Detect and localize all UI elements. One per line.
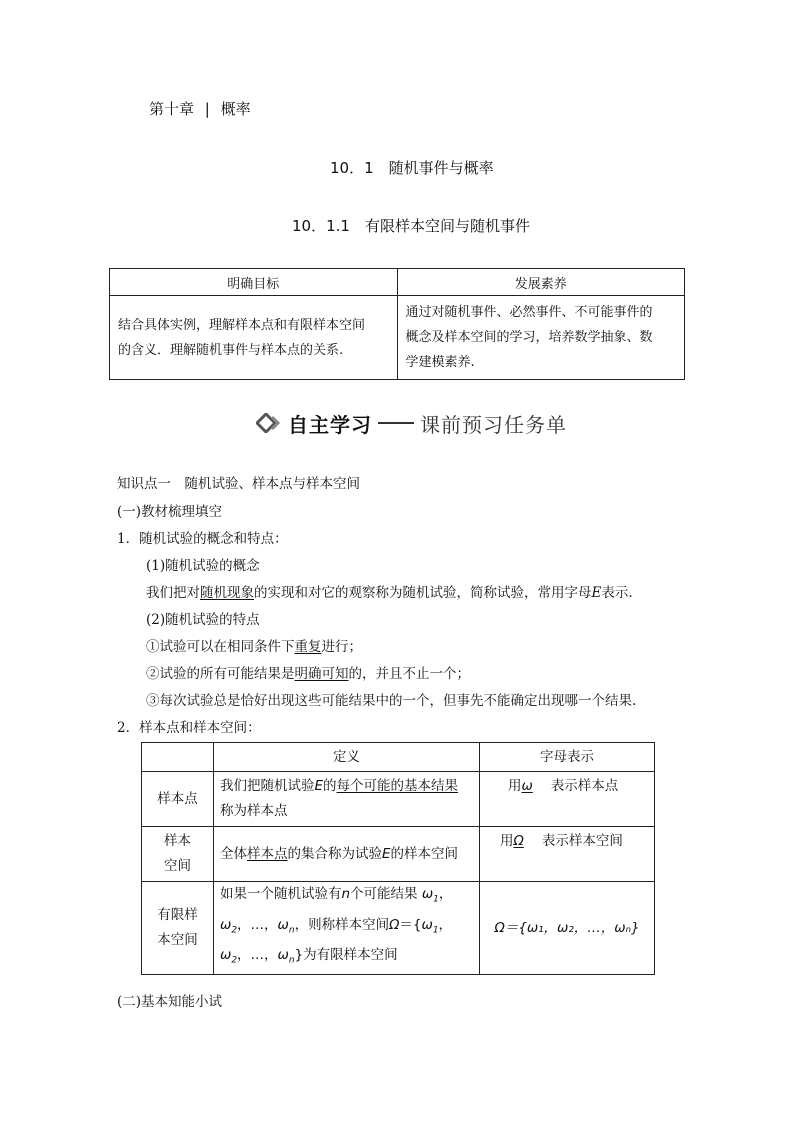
feature-two (146, 662, 470, 682)
goals-header-objectives: 明确目标 (110, 269, 398, 296)
diamond-logo-icon (256, 413, 282, 433)
concept-definition (146, 581, 633, 601)
definition-text: 的 (323, 778, 337, 794)
row-sample-space-name (142, 827, 214, 882)
blank-answer: 随机现象 (200, 585, 254, 601)
goals-header-literacy: 发展素养 (397, 269, 685, 296)
feature-three: ③每次试验总是恰好出现这些可能结果中的一个，但事先不能确定出现哪一个结果. (146, 693, 637, 709)
definition-text: 我们把对 (146, 585, 200, 601)
row-sample-space-definition (214, 827, 480, 882)
item-two-heading: 2．样本点和样本空间： (117, 720, 261, 736)
symbol-text: 用 (508, 778, 522, 794)
sample-space-table (141, 742, 655, 975)
definition-text: 如果一个随机试验有 (220, 886, 342, 902)
literacy-line: 学建模素养. (405, 355, 475, 370)
banner-dash (378, 422, 414, 424)
objectives-line: 结合具体实例，理解样本点和有限样本空间 (118, 317, 366, 333)
literacy-line: 概念及样本空间的学习，培养数学抽象、数 (405, 330, 653, 345)
feature-text: 进行； (321, 639, 362, 655)
goals-objectives-cell (110, 296, 398, 380)
section-title: 10．1 随机事件与概率 (330, 159, 494, 177)
row-sample-space-symbol (480, 827, 655, 882)
literacy-line: 通过对随机事件、必然事件、不可能事件的 (405, 305, 653, 320)
name-line: 样本 (164, 833, 191, 849)
goals-table (109, 268, 685, 380)
blank-answer: 重复 (294, 639, 322, 655)
definition-line: 如果一个随机试验有n个可能结果 $\omega_1$， (220, 886, 453, 905)
blank-answer: 明确可知 (294, 666, 349, 682)
omega-blank: Ω (513, 833, 524, 849)
name-line: 空间 (164, 858, 191, 874)
definition-text: 个可能结果 (350, 886, 418, 902)
symbol-text: 表示样本空间 (541, 833, 623, 849)
name-line: 有限样 (157, 907, 198, 924)
definition-text: 称为样本点 (220, 803, 288, 819)
definition-text: 的集合称为试验 (287, 845, 382, 862)
feature-text: ②试验的所有可能结果是 (146, 666, 295, 682)
row-sample-point-name: 样本点 (142, 772, 214, 827)
features-subheading: (2)随机试验的特点 (146, 612, 260, 628)
definition-text: }为有限样本空间 (294, 947, 398, 964)
header-separator: | (204, 100, 210, 118)
feature-text: ①试验可以在相同条件下 (146, 639, 295, 655)
variable-e: E (382, 845, 391, 862)
self-study-banner (256, 410, 567, 436)
objectives-line: 的含义．理解随机事件与样本点的关系. (118, 342, 344, 358)
definition-text: ，则称样本空间 (294, 916, 390, 933)
feature-one (146, 635, 362, 655)
header-symbol: 字母表示 (480, 743, 655, 772)
corner-cell (142, 743, 214, 772)
definition-line: $\omega_2$，…，$\omega_n$，则称样本空间$\Omega=\{\omega_1$， (220, 916, 453, 936)
item-one-heading: 1．随机试验的概念和特点： (117, 531, 288, 547)
finite-space-formula: Ω＝{ω₁，ω₂，…，ωₙ} (494, 919, 640, 936)
definition-text: 表示. (601, 585, 633, 601)
row-finite-space-symbol (480, 882, 655, 975)
header-definition: 定义 (214, 743, 480, 772)
symbol-text: 表示样本点 (550, 778, 619, 794)
variable-n: n (341, 886, 351, 902)
blank-answer: 每个可能的基本结果 (336, 778, 459, 794)
feature-text: 的，并且不止一个； (348, 666, 470, 682)
variable-e: E (591, 585, 602, 601)
definition-text: 的样本空间 (390, 845, 459, 862)
banner-subtitle: 课前预习任务单 (420, 412, 567, 437)
concept-subheading: (1)随机试验的概念 (146, 558, 260, 574)
definition-text: ＝{ (399, 916, 422, 933)
chapter-label: 第十章 (149, 100, 195, 118)
part-two-heading: (二)基本知能小试 (117, 994, 223, 1010)
name-line: 本空间 (157, 932, 198, 949)
chapter-topic: 概率 (220, 100, 251, 118)
omega-blank: ω (521, 778, 533, 794)
variable-e: E (314, 778, 324, 794)
part-one-heading: (一)教材梳理填空 (117, 504, 223, 520)
definition-line: $\omega_2$，…，$\omega_n$}为有限样本空间 (220, 947, 398, 967)
row-finite-space-name (142, 882, 214, 975)
definition-text: 我们把随机试验 (220, 778, 315, 794)
banner-title: 自主学习 (288, 412, 372, 437)
variable-omega: Ω (389, 916, 400, 933)
row-sample-point-definition (214, 772, 480, 827)
row-sample-point-symbol (480, 772, 655, 827)
chapter-header (149, 98, 251, 119)
knowledge-point-heading: 知识点一 随机试验、样本点与样本空间 (117, 476, 360, 492)
definition-text: 全体 (220, 845, 247, 862)
blank-answer: 样本点 (247, 845, 288, 862)
definition-text: 的实现和对它的观察称为随机试验，简称试验，常用字母 (254, 585, 592, 601)
symbol-text: 用 (500, 833, 514, 849)
goals-literacy-cell (397, 296, 685, 380)
section-subtitle: 10．1.1 有限样本空间与随机事件 (292, 217, 530, 235)
row-finite-space-definition (214, 882, 480, 975)
